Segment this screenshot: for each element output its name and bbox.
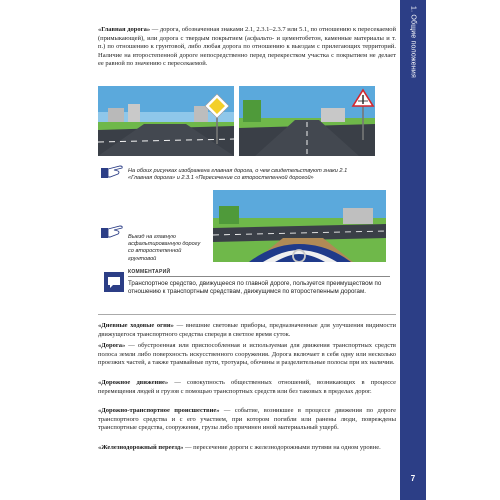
pointing-hand-icon [100,160,124,182]
definition-railway-crossing: «Железнодорожный переезд» — пересечение дороги с железнодорожными путями на одном уровне. [98,444,381,451]
comment-divider [128,276,390,277]
comment-text: Транспортное средство, движущееся по главной дороге, пользуется преимуществом по отношению к транспортным средствам, движущимся по второстепенным дорогам. [128,280,382,295]
illustration-main-road-sign [98,86,234,156]
page-number: 7 [410,474,416,483]
comment-icon [104,272,124,292]
comment-bottom-rule [98,314,396,315]
section-title: 1. Общие положения [409,6,417,78]
definition-daytime-lights: «Дневные ходовые огни» — внешние световые приборы, предназначенные для улучшения видимости движущегося транспортного средства спереди в светлое время суток. [98,322,396,338]
definition-road: «Дорога» — обустроенная или приспособленная и используемая для движения транспортных средств полоса земли либо поверхность искусственного сооружения. Дорога включает в себя одну или несколько проезжих частей, а также трамвайные пути, тротуары, обочины и разделительные полосы при их наличии. [98,342,396,367]
comment-box [98,268,396,316]
illustration-side-road-sign [239,86,375,156]
illustration-car-exit [213,190,386,262]
comment-title: КОММЕНТАРИЙ [128,269,171,275]
definition-accident: «Дорожно-транспортное происшествие» — событие, возникшее в процессе движения по дороге транспортного средства и с его участием, при котором погибли или ранены люди, повреждены транспортные средства, сооружения, грузы либо причинен иной материальный ущерб. [98,407,396,432]
caption-exit: Выезд на главную асфальтированную дорогу со второстепенной грунтовой [128,234,201,262]
caption-signs: На обоих рисунках изображена главная дорога, о чем свидетельствуют знаки 2.1 «Главная дорога» и 2.3.1 «Пересечение со второстепенной дорогой» [128,168,348,182]
definition-traffic: «Дорожное движение» — совокупность общественных отношений, возникающих в процессе перемещения людей и грузов с помощью транспортных средств или без таковых в пределах дорог. [98,379,396,395]
pointing-hand-icon [100,220,124,242]
definition-main-road: «Главная дорога» — дорога, обозначенная знаками 2.1, 2.3.1–2.3.7 или 5.1, по отношению к пересекаемой (примыкающей), или дорога с твердым покрытием (асфальто- и цементобетон, каменные материалы и т. п.) по отношению к грунтовой, либо любая дорога по отношению к выездам с прилегающих территорий. Наличие на второстепенной дороге непосредственно перед перекрестком участка с покрытием не делает ее равной по значению с пересекаемой. [98,26,396,68]
